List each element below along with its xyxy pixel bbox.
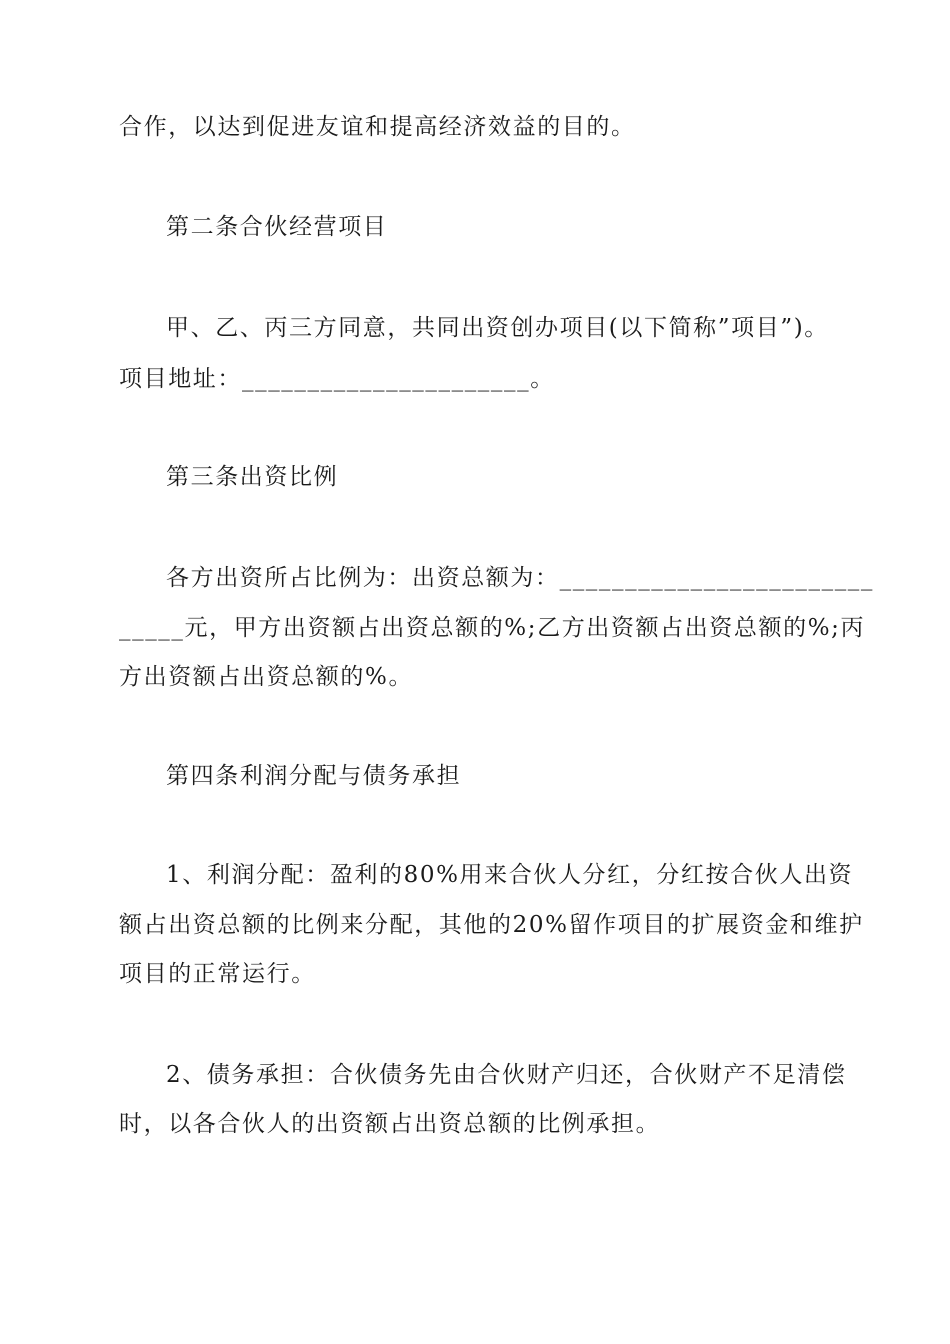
paragraph-line: 项目的正常运行。 bbox=[119, 961, 316, 987]
paragraph-line: 各方出资所占比例为：出资总额为：________________________ bbox=[166, 565, 874, 591]
paragraph-line: 2、债务承担：合伙债务先由合伙财产归还，合伙财产不足清偿 bbox=[166, 1062, 847, 1088]
paragraph-line: 额占出资总额的比例来分配，其他的20%留作项目的扩展资金和维护 bbox=[119, 912, 864, 938]
section-heading: 第二条合伙经营项目 bbox=[166, 214, 388, 240]
section-heading: 第四条利润分配与债务承担 bbox=[166, 763, 462, 789]
paragraph-line: 1、利润分配：盈利的80%用来合伙人分红，分红按合伙人出资 bbox=[166, 862, 854, 888]
paragraph-line: _____元，甲方出资额占出资总额的%;乙方出资额占出资总额的%;丙 bbox=[119, 615, 866, 641]
paragraph-line: 甲、乙、丙三方同意，共同出资创办项目(以下简称”项目”)。 bbox=[166, 315, 829, 341]
paragraph-line: 时，以各合伙人的出资额占出资总额的比例承担。 bbox=[119, 1111, 661, 1137]
section-heading: 第三条出资比例 bbox=[166, 464, 339, 490]
paragraph-line: 合作，以达到促进友谊和提高经济效益的目的。 bbox=[119, 114, 636, 140]
paragraph-line: 项目地址：______________________。 bbox=[119, 366, 555, 392]
paragraph-line: 方出资额占出资总额的%。 bbox=[119, 664, 414, 690]
